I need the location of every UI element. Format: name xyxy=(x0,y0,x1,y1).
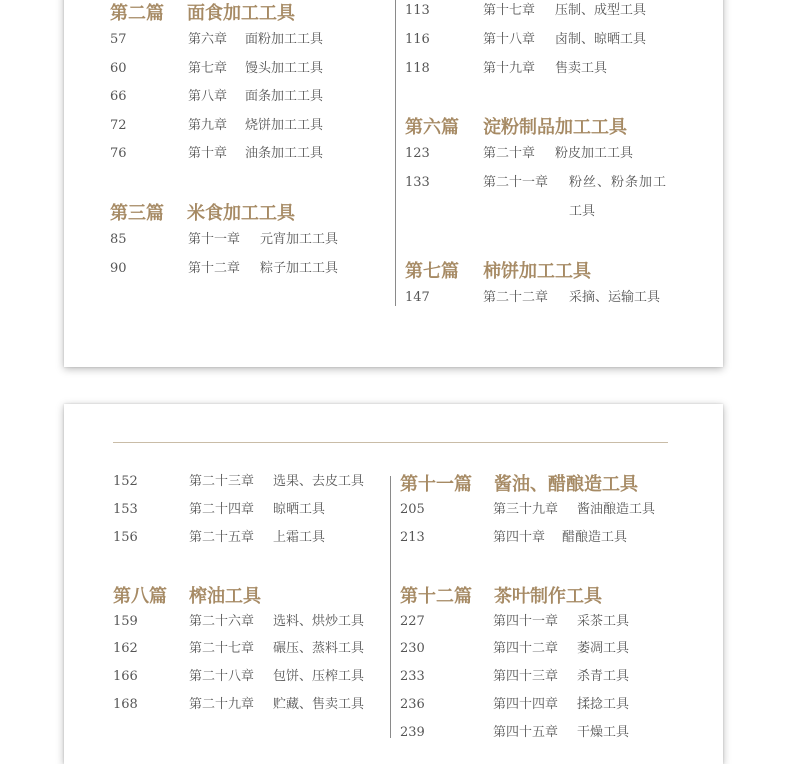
page-number: 153 xyxy=(113,502,138,517)
chapter-title: 粉丝、粉条加工 xyxy=(569,175,668,190)
page-number: 239 xyxy=(400,725,425,740)
chapter-number: 第二十一章 xyxy=(483,175,549,190)
page-number: 166 xyxy=(113,669,138,684)
page-number: 133 xyxy=(405,175,430,190)
page-number: 227 xyxy=(400,614,425,629)
part-label: 第二篇 xyxy=(110,3,164,24)
page-number: 213 xyxy=(400,530,425,545)
chapter-title: 醋酿造工具 xyxy=(562,530,628,545)
chapter-number: 第十七章 xyxy=(483,3,536,18)
chapter-title: 贮藏、售卖工具 xyxy=(273,697,365,712)
chapter-number: 第十八章 xyxy=(483,32,536,47)
chapter-title: 碾压、蒸料工具 xyxy=(273,641,365,656)
page-number: 236 xyxy=(400,697,425,712)
part-name: 淀粉制品加工工具 xyxy=(483,117,627,138)
page-number: 230 xyxy=(400,641,425,656)
chapter-title: 卤制、晾晒工具 xyxy=(555,32,647,47)
page-number: 76 xyxy=(110,146,127,161)
page-number: 123 xyxy=(405,146,430,161)
chapter-number: 第七章 xyxy=(188,61,228,76)
page-number: 205 xyxy=(400,502,425,517)
part-name: 柿饼加工工具 xyxy=(483,261,591,282)
chapter-title: 售卖工具 xyxy=(555,61,608,76)
page-number: 66 xyxy=(110,89,127,104)
page-number: 113 xyxy=(405,3,430,18)
part-label: 第七篇 xyxy=(405,261,459,282)
part-label: 第三篇 xyxy=(110,203,164,224)
page-number: 116 xyxy=(405,32,430,47)
chapter-number: 第二十七章 xyxy=(189,641,255,656)
page-number: 72 xyxy=(110,118,127,133)
chapter-title: 选果、去皮工具 xyxy=(273,474,365,489)
column-divider xyxy=(395,0,396,306)
chapter-number: 第九章 xyxy=(188,118,228,133)
chapter-number: 第六章 xyxy=(188,32,228,47)
page-number: 85 xyxy=(110,232,127,247)
chapter-title: 粽子加工工具 xyxy=(260,261,339,276)
page-number: 60 xyxy=(110,61,127,76)
chapter-title: 馒头加工工具 xyxy=(245,61,324,76)
chapter-number: 第二十二章 xyxy=(483,290,549,305)
part-name: 榨油工具 xyxy=(189,586,261,607)
chapter-number: 第四十五章 xyxy=(493,725,559,740)
part-label: 第十一篇 xyxy=(400,474,472,495)
page-number: 118 xyxy=(405,61,430,76)
chapter-number: 第二十章 xyxy=(483,146,536,161)
chapter-number: 第二十八章 xyxy=(189,669,255,684)
chapter-number: 第十二章 xyxy=(188,261,241,276)
chapter-title: 面粉加工工具 xyxy=(245,32,324,47)
chapter-title: 油条加工工具 xyxy=(245,146,324,161)
part-name: 米食加工工具 xyxy=(187,203,295,224)
chapter-title: 酱油酿造工具 xyxy=(577,502,656,517)
column-divider xyxy=(390,476,391,738)
chapter-number: 第二十六章 xyxy=(189,614,255,629)
chapter-title: 元宵加工工具 xyxy=(260,232,339,247)
part-label: 第六篇 xyxy=(405,117,459,138)
chapter-title: 选料、烘炒工具 xyxy=(273,614,365,629)
chapter-title: 晾晒工具 xyxy=(273,502,326,517)
chapter-title: 压制、成型工具 xyxy=(555,3,647,18)
part-name: 酱油、醋酿造工具 xyxy=(494,474,638,495)
chapter-number: 第四十一章 xyxy=(493,614,559,629)
chapter-number: 第二十九章 xyxy=(189,697,255,712)
page-number: 159 xyxy=(113,614,138,629)
chapter-number: 第二十四章 xyxy=(189,502,255,517)
chapter-title: 采茶工具 xyxy=(577,614,630,629)
chapter-title: 上霜工具 xyxy=(273,530,326,545)
page-number: 156 xyxy=(113,530,138,545)
chapter-title: 干燥工具 xyxy=(577,725,630,740)
chapter-number: 第二十五章 xyxy=(189,530,255,545)
part-name: 面食加工工具 xyxy=(187,3,295,24)
chapter-number: 第十一章 xyxy=(188,232,241,247)
page-number: 168 xyxy=(113,697,138,712)
part-name: 茶叶制作工具 xyxy=(494,586,602,607)
chapter-title: 萎凋工具 xyxy=(577,641,630,656)
page-number: 162 xyxy=(113,641,138,656)
page-number: 90 xyxy=(110,261,127,276)
page-number: 233 xyxy=(400,669,425,684)
chapter-number: 第四十四章 xyxy=(493,697,559,712)
chapter-title: 粉皮加工工具 xyxy=(555,146,634,161)
part-label: 第八篇 xyxy=(113,586,167,607)
chapter-title: 烧饼加工工具 xyxy=(245,118,324,133)
chapter-title: 面条加工工具 xyxy=(245,89,324,104)
page-number: 147 xyxy=(405,290,430,305)
part-label: 第十二篇 xyxy=(400,586,472,607)
chapter-title: 揉捻工具 xyxy=(577,697,630,712)
chapter-number: 第二十三章 xyxy=(189,474,255,489)
chapter-number: 第四十三章 xyxy=(493,669,559,684)
chapter-number: 第四十章 xyxy=(493,530,546,545)
chapter-number: 第八章 xyxy=(188,89,228,104)
top-rule xyxy=(113,442,668,443)
chapter-title: 杀青工具 xyxy=(577,669,630,684)
page-number: 57 xyxy=(110,32,127,47)
chapter-number: 第十九章 xyxy=(483,61,536,76)
chapter-title: 采摘、运输工具 xyxy=(569,290,661,305)
chapter-title: 包饼、压榨工具 xyxy=(273,669,365,684)
chapter-title-continued: 工具 xyxy=(569,204,596,219)
chapter-number: 第四十二章 xyxy=(493,641,559,656)
chapter-number: 第十章 xyxy=(188,146,228,161)
page-number: 152 xyxy=(113,474,138,489)
chapter-number: 第三十九章 xyxy=(493,502,559,517)
